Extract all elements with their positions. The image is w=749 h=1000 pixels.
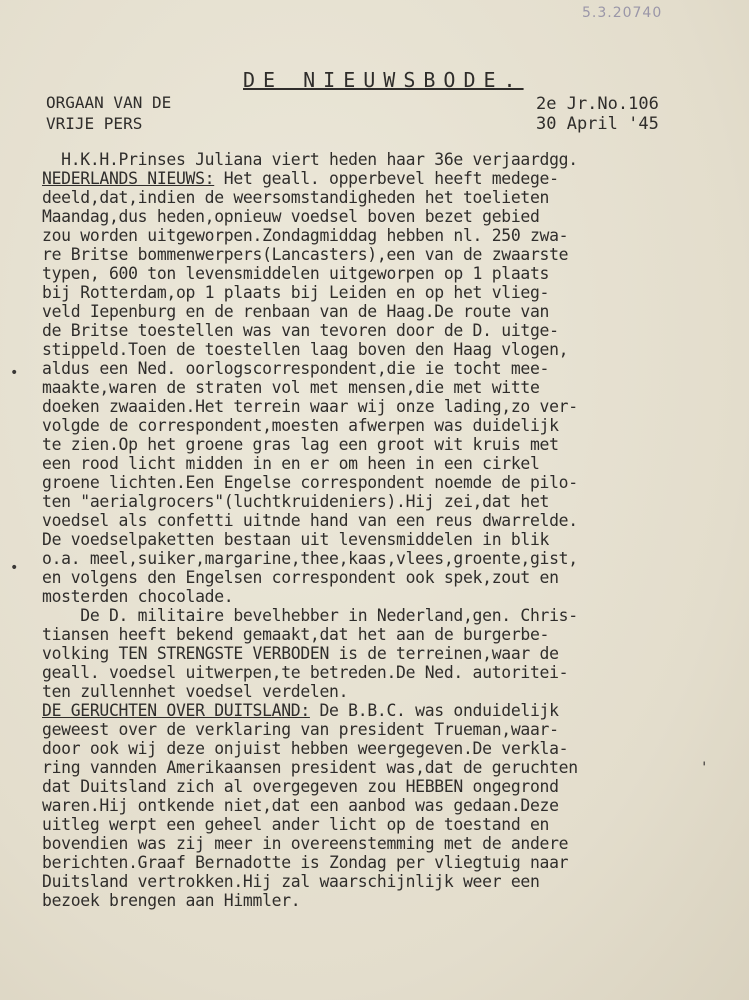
line-text: ring vannden Amerikaansen president was,dat de geruchten (42, 758, 578, 777)
text-line (42, 682, 732, 701)
section-heading: DE GERUCHTEN OVER DUITSLAND: (42, 701, 310, 720)
line-text: dat Duitsland zich al overgegeven zou HEBBEN ongegrond (42, 777, 559, 796)
line-text: aldus een Ned. oorlogscorrespondent,die ie tocht mee- (42, 359, 550, 378)
text-line (42, 435, 732, 454)
text-line (42, 758, 732, 777)
text-line (42, 796, 732, 815)
line-text: typen, 600 ton levensmiddelen uitgeworpen op 1 plaats (42, 264, 550, 283)
line-text: geweest over de verklaring van president Trueman,waar- (42, 720, 559, 739)
text-line (42, 416, 732, 435)
line-text: en volgens den Engelsen correspondent ook spek,zout en (42, 568, 559, 587)
text-line (42, 549, 732, 568)
text-line (42, 492, 732, 511)
line-text: volking TEN STRENGSTE VERBODEN is de terreinen,waar de (42, 644, 559, 663)
line-text: doeken zwaaiden.Het terrein waar wij onze lading,zo ver- (42, 397, 578, 416)
line-text: ten zullennhet voedsel verdelen. (42, 682, 349, 701)
text-line (42, 302, 732, 321)
text-line (42, 568, 732, 587)
line-text: Duitsland vertrokken.Hij zal waarschijnlijk weer een (42, 872, 540, 891)
line-text: voedsel als confetti uitnde hand van een reus dwarrelde. (42, 511, 578, 530)
line-text: volgde de correspondent,moesten afwerpen was duidelijk (42, 416, 559, 435)
text-line (42, 454, 732, 473)
line-text: te zien.Op het groene gras lag een groot wit kruis met (42, 435, 559, 454)
line-text: Het geall. opperbevel heeft medege- (214, 169, 559, 188)
line-text: re Britse bommenwerpers(Lancasters),een van de zwaarste (42, 245, 569, 264)
text-line (42, 777, 732, 796)
margin-mark: ' (700, 760, 709, 776)
organ-label (46, 92, 171, 134)
text-line (42, 321, 732, 340)
line-text: zou worden uitgeworpen.Zondagmiddag hebben nl. 250 zwa- (42, 226, 569, 245)
text-line (42, 264, 732, 283)
line-text: H.K.H.Prinses Juliana viert heden haar 36e verjaardgg. (42, 150, 578, 169)
line-text: bij Rotterdam,op 1 plaats bij Leiden en op het vlieg- (42, 283, 550, 302)
text-line (42, 815, 732, 834)
issue-date: 30 April '45 (536, 114, 659, 134)
line-text: ten "aerialgrocers"(luchtkruideniers).Hij zei,dat het (42, 492, 550, 511)
line-text: De D. militaire bevelhebber in Nederland,gen. Chris- (42, 606, 578, 625)
text-line (42, 473, 732, 492)
line-text: bezoek brengen aan Himmler. (42, 891, 301, 910)
line-text: berichten.Graaf Bernadotte is Zondag per vliegtuig naar (42, 853, 569, 872)
text-line (42, 207, 732, 226)
line-text: stippeld.Toen de toestellen laag boven den Haag vlogen, (42, 340, 569, 359)
organ-line-1: ORGAAN VAN DE (46, 93, 172, 112)
text-line (42, 245, 732, 264)
line-text: geall. voedsel uitwerpen,te betreden.De Ned. autoritei- (42, 663, 569, 682)
text-line (42, 530, 732, 549)
text-line (42, 872, 732, 891)
line-text: De voedselpaketten bestaan uit levensmiddelen in blik (42, 530, 550, 549)
text-line (42, 188, 732, 207)
text-line (42, 169, 732, 188)
text-line (42, 663, 732, 682)
text-line (42, 701, 732, 720)
organ-line-2: VRIJE PERS (46, 114, 143, 133)
line-text: een rood licht midden in en er om heen in een cirkel (42, 454, 540, 473)
line-text: de Britse toestellen was van tevoren door de D. uitge- (42, 321, 559, 340)
newsletter-title: DE NIEUWSBODE. (243, 68, 524, 92)
text-line (42, 340, 732, 359)
text-line (42, 739, 732, 758)
margin-mark: • (10, 560, 19, 576)
issue-number: 2e Jr.No.106 (536, 94, 659, 114)
issue-info (536, 94, 659, 134)
text-line (42, 891, 732, 910)
line-text: veld Iepenburg en de renbaan van de Haag.De route van (42, 302, 550, 321)
line-text: Maandag,dus heden,opnieuw voedsel boven bezet gebied (42, 207, 540, 226)
text-line (42, 587, 732, 606)
text-line (42, 511, 732, 530)
line-text: groene lichten.Een Engelse correspondent noemde de pilo- (42, 473, 578, 492)
line-text: uitleg werpt een geheel ander licht op de toestand en (42, 815, 550, 834)
text-line (42, 834, 732, 853)
text-line (42, 359, 732, 378)
line-text: waren.Hij ontkende niet,dat een aanbod was gedaan.Deze (42, 796, 559, 815)
line-text: maakte,waren de straten vol met mensen,die met witte (42, 378, 540, 397)
line-text: o.a. meel,suiker,margarine,thee,kaas,vlees,groente,gist, (42, 549, 578, 568)
line-text: bovendien was zij meer in overeenstemming met de andere (42, 834, 569, 853)
text-line (42, 720, 732, 739)
text-line (42, 378, 732, 397)
article-body (42, 150, 732, 910)
text-line (42, 226, 732, 245)
line-text: door ook wij deze onjuist hebben weergegeven.De verkla- (42, 739, 569, 758)
line-text: deeld,dat,indien de weersomstandigheden het toelieten (42, 188, 550, 207)
section-heading: NEDERLANDS NIEUWS: (42, 169, 215, 188)
text-line (42, 283, 732, 302)
margin-mark: • (10, 365, 19, 381)
line-text: mosterden chocolade. (42, 587, 234, 606)
line-text: tiansen heeft bekend gemaakt,dat het aan de burgerbe- (42, 625, 550, 644)
text-line (42, 644, 732, 663)
line-text: De B.B.C. was onduidelijk (309, 701, 559, 720)
archive-number: 5.3.20740 (582, 5, 663, 21)
text-line (42, 397, 732, 416)
text-line (42, 150, 732, 169)
text-line (42, 606, 732, 625)
text-line (42, 625, 732, 644)
text-line (42, 853, 732, 872)
